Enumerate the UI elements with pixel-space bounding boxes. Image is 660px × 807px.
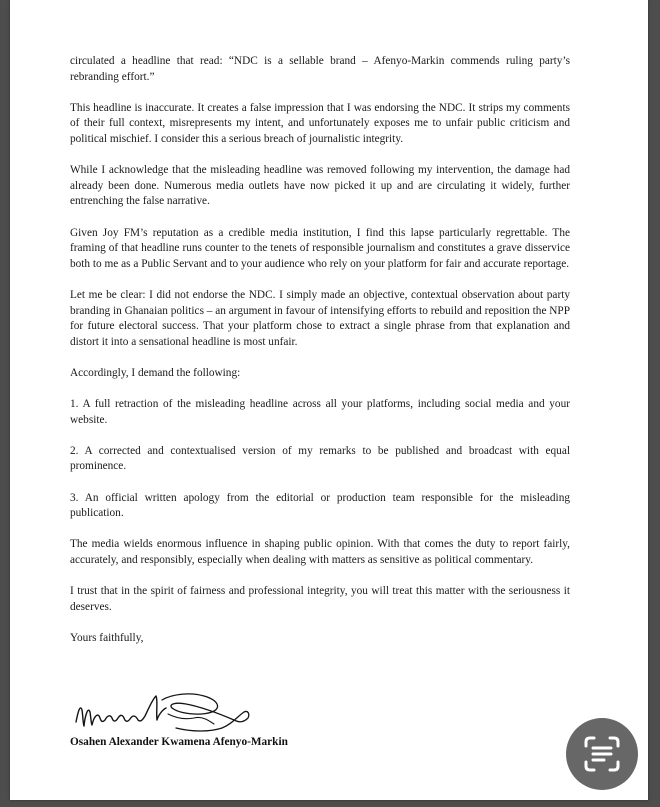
paragraph: circulated a headline that read: “NDC is a sellable brand – Afenyo-Markin commends ruling party’s rebranding effort.” bbox=[70, 55, 570, 83]
live-text-button[interactable] bbox=[566, 718, 638, 790]
handwritten-signature bbox=[72, 690, 257, 736]
letter-body bbox=[70, 54, 570, 662]
demand-item: 2. A corrected and contextualised version of my remarks to be published and broadcast with equal prominence. bbox=[70, 444, 570, 473]
signatory-name: Osahen Alexander Kwamena Afenyo-Markin bbox=[70, 736, 288, 748]
paragraph: The media wields enormous influence in shaping public opinion. With that comes the duty to report fairly, accurately, and responsibly, especially when dealing with matters as sensitive as political commentary. bbox=[70, 538, 570, 566]
paragraph: I trust that in the spirit of fairness and professional integrity, you will treat this matter with the seriousness it deserves. bbox=[70, 585, 570, 613]
text-scan-icon bbox=[582, 734, 622, 774]
demand-item: 1. A full retraction of the misleading headline across all your platforms, including social media and your website. bbox=[70, 398, 570, 426]
sign-off: Yours faithfully, bbox=[70, 631, 144, 644]
paragraph: Let me be clear: I did not endorse the NDC. I simply made an objective, contextual observation about party branding in Ghanaian politics – an argument in favour of intensifying efforts to rebuild and reposition the NPP for future electoral success. That your platform chose to extract a single phrase from that explanation and distort it into a sensational headline is most unfair. bbox=[70, 288, 571, 348]
paragraph: This headline is inaccurate. It creates a false impression that I was endorsing the NDC. It strips my comments of their full context, misrepresents my intent, and unfortunately exposes me to unfair public criticism and political mischief. I consider this a serious breach of journalistic integrity. bbox=[70, 101, 570, 145]
paragraph: Given Joy FM’s reputation as a credible media institution, I find this lapse particularly regrettable. The framing of that headline runs counter to the tenets of responsible journalism and constitutes a grave disservice both to me as a Public Servant and to your audience who rely on your platform for fair and accurate reportage. bbox=[70, 226, 570, 270]
paragraph: While I acknowledge that the misleading headline was removed following my intervention, the damage had already been done. Numerous media outlets have now picked it up and are circulating it widely, further entrenching the false narrative. bbox=[70, 164, 570, 208]
paragraph: Accordingly, I demand the following: bbox=[70, 366, 241, 379]
demand-item: 3. An official written apology from the editorial or production team responsible for the misleading publication. bbox=[70, 491, 570, 520]
